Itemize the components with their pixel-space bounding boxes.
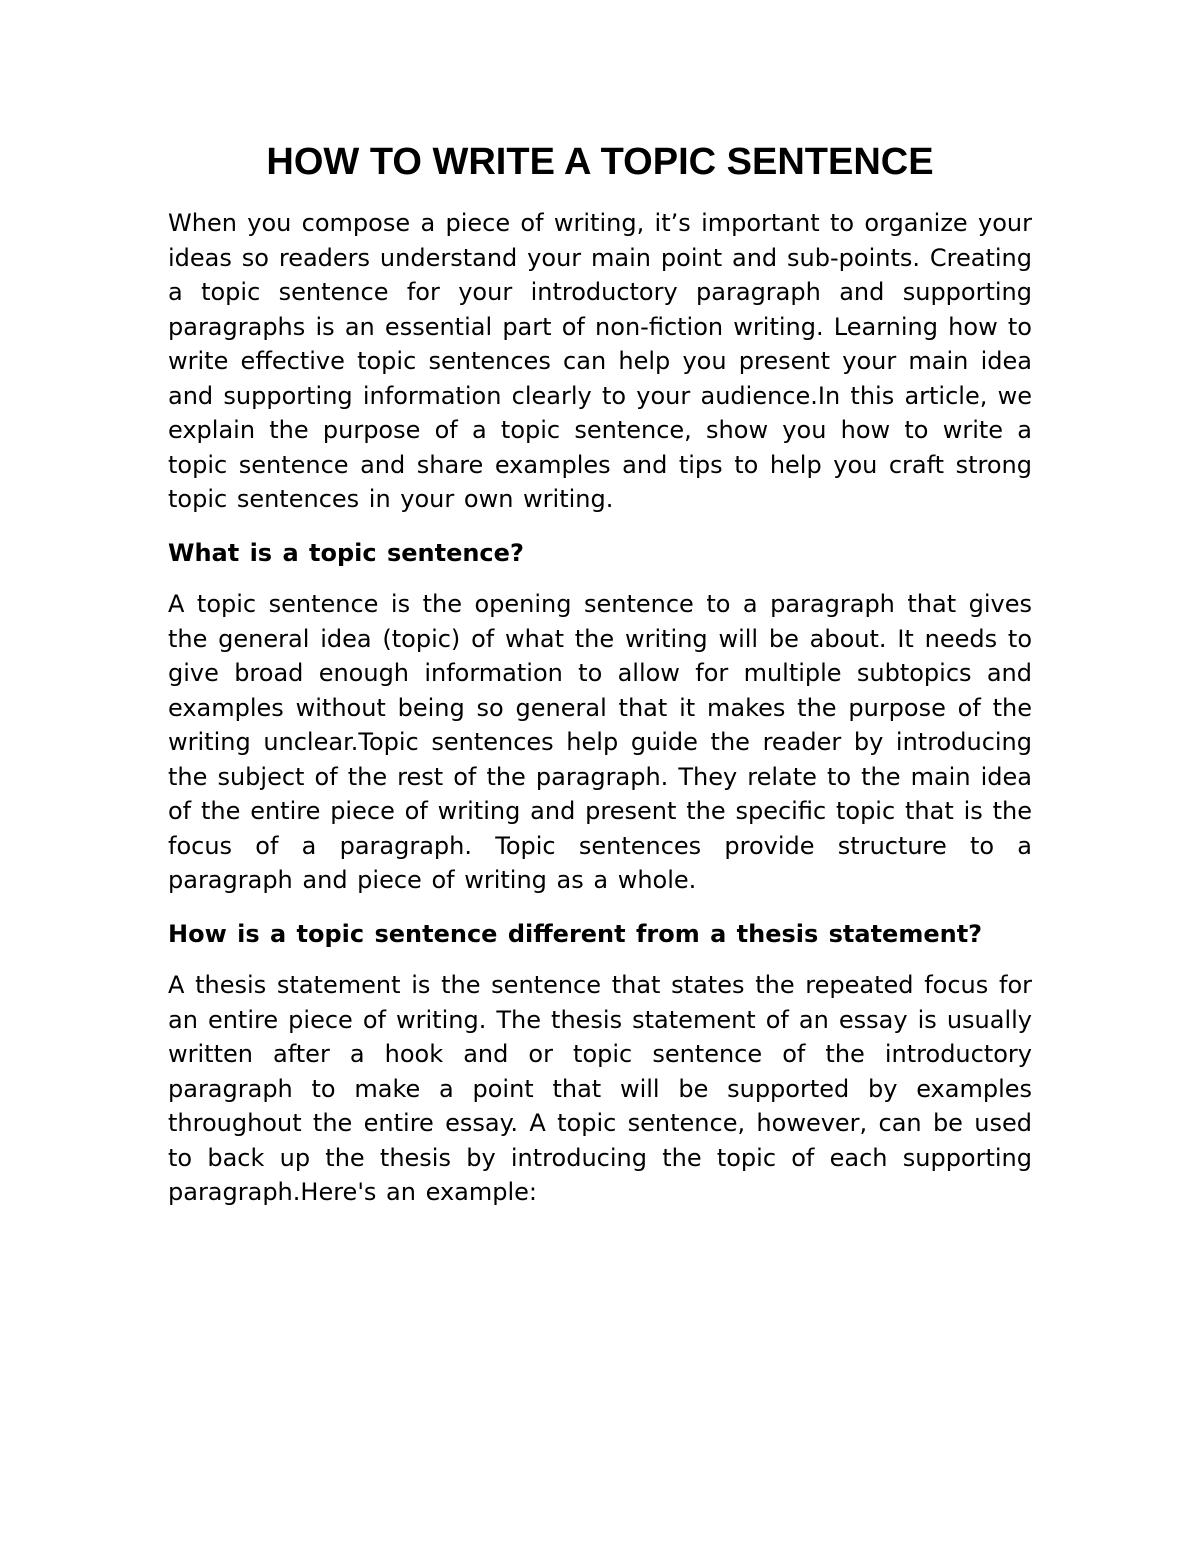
document-body (168, 138, 1032, 1210)
document-title: HOW TO WRITE A TOPIC SENTENCE (266, 141, 934, 183)
section-heading-difference: How is a topic sentence different from a thesis statement? (168, 919, 983, 948)
section-paragraph-what-is: A topic sentence is the opening sentence to a paragraph that gives the general idea (topic) of what the writing will be about. It needs to give broad enough information to allow for multiple subtopics and examples without being so general that it makes the purpose of the writing unclear.Topic sentences help guide the reader by introducing the subject of the rest of the paragraph. They relate to the main idea of the entire piece of writing and present the specific topic that is the focus of a paragraph. Topic sentences provide structure to a paragraph and piece of writing as a whole. (168, 590, 1032, 894)
section-heading-what-is: What is a topic sentence? (168, 538, 524, 567)
intro-paragraph: When you compose a piece of writing, it’s important to organize your ideas so readers understand your main point and sub-points. Creating a topic sentence for your introductory paragraph and supporting paragraphs is an essential part of non-fiction writing. Learning how to write effective topic sentences can help you present your main idea and supporting information clearly to your audience.In this article, we explain the purpose of a topic sentence, show you how to write a topic sentence and share examples and tips to help you craft strong topic sentences in your own writing. (168, 209, 1032, 513)
section-paragraph-difference: A thesis statement is the sentence that states the repeated focus for an entire piece of writing. The thesis statement of an essay is usually written after a hook and or topic sentence of the introductory paragraph to make a point that will be supported by examples throughout the entire essay. A topic sentence, however, can be used to back up the thesis by introducing the topic of each supporting paragraph.Here's an example: (168, 971, 1032, 1206)
